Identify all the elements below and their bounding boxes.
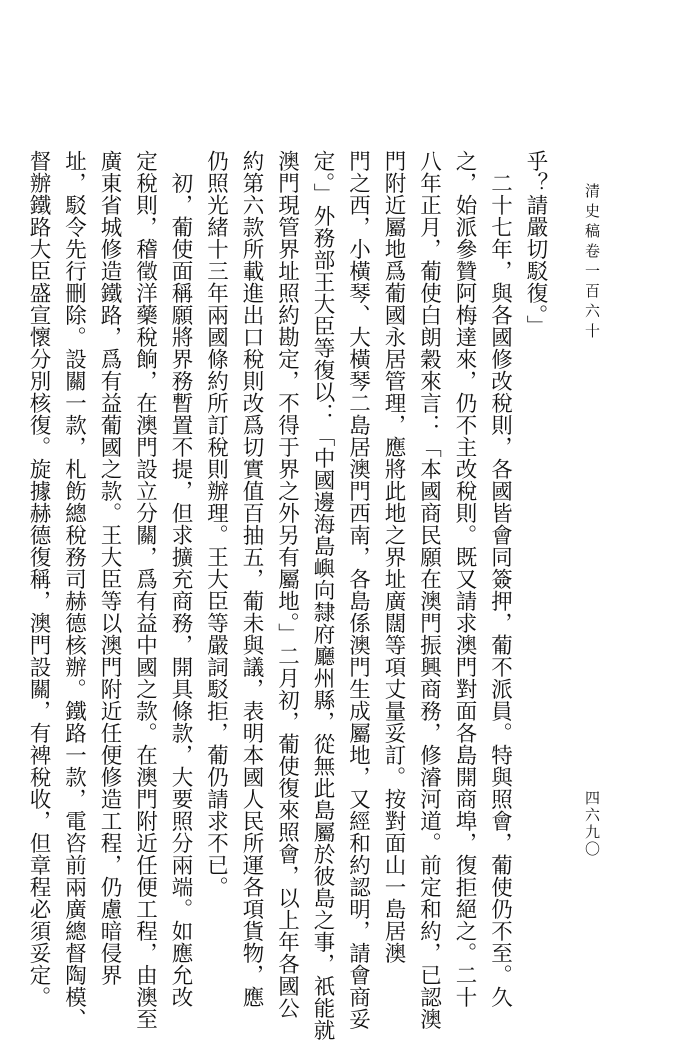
running-title: 清史稿卷一百六十 [583,183,601,343]
text-column: 門之西，小橫琴、大橫琴二島居澳門西南，各島係澳門生成屬地，又經和約認明，請會商妥 [345,150,371,1030]
text-column: 初，葡使面稱願將界務暫置不提，但求擴充商務，開具條款，大要照分兩端。如應允改 [168,150,193,1008]
text-column: 廣東省城修造鐵路，爲有益葡國之款。王大臣等以澳門附近任便修造工程，仍慮暗侵界 [97,150,122,986]
text-column: 定稅則，稽徵洋藥稅餉，在澳門設立分關，爲有益中國之款。在澳門附近任便工程，由澳至 [132,150,158,1030]
page-number: 四六九〇 [583,790,601,858]
text-column: 仍照光緒十三年兩國條約所訂稅則辦理。王大臣等嚴詞駁拒，葡仍請求不已。 [203,150,229,898]
text-column: 門附近屬地爲葡國永居管理，應將此地之界址廣闊等項丈量妥訂。按對面山一島居澳 [381,150,406,964]
text-column: 之，始派參贊阿梅達來，仍不主改稅則。既又請求澳門對面各島開商埠，復拒絕之。二十 [452,150,477,1008]
text-column: 督辦鐵路大臣盛宣懷分別核復。旋據赫德復稱，澳門設關，有裨稅收，但章程必須妥定。 [26,150,51,1008]
text-column: 定。」外務部王大臣等復以：「中國邊海島嶼向隸府廳州縣，從無此島屬於彼島之事，祇能就 [310,150,335,1041]
text-column: 二十七年，與各國修改稅則，各國皆會同簽押，葡不派員。特與照會，葡使仍不至。久 [487,150,513,1008]
text-column: 澳門現管界址照約勘定，不得于界之外另有屬地。」二月初，葡使復來照會，以上年各國公 [274,150,300,1020]
text-column: 乎？請嚴切駁復。」 [523,150,548,338]
text-column: 八年正月，葡使白朗穀來言：「本國商民願在澳門振興商務，修濬河道。前定和約，已認澳 [416,150,442,1030]
text-column: 址，駁令先行刪除。設關一款，札飭總稅務司赫德核辦。鐵路一款，電咨前兩廣總督陶模、 [61,150,87,1030]
text-column: 約第六款所載進出口稅則改爲切實值百抽五，葡未與議，表明本國人民所運各項貨物，應 [239,150,264,1008]
main-text [26,150,553,1041]
